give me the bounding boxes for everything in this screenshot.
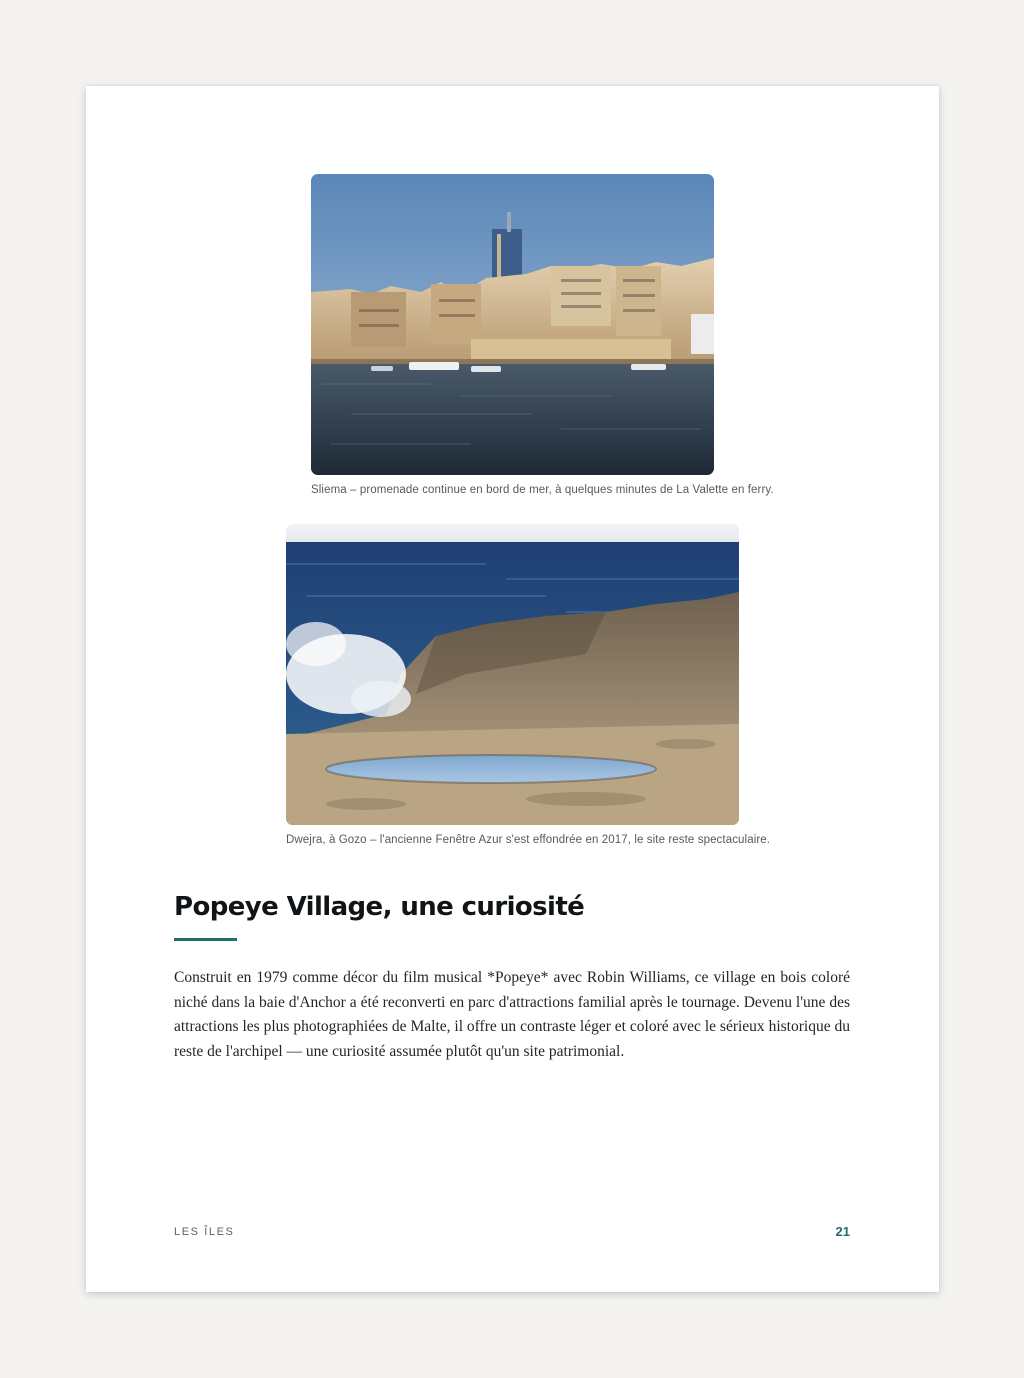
section-body: Construit en 1979 comme décor du film musical *Popeye* avec Robin Williams, ce village en bois coloré niché dans la baie d'Anchor a été reconverti en parc d'attractions familial après le tournage. Devenu l'une des attractions les plus photographiées de Malte, il offre un contraste léger et coloré avec le sérieux historique du reste de l'archipel — une curiosité assumée plutôt qu'un site patrimonial. xyxy=(174,969,850,1060)
sliema-waterfront-photo xyxy=(311,174,714,475)
dwejra-coast-photo xyxy=(286,524,739,825)
running-head: LES ÎLES xyxy=(174,1226,235,1238)
section-title: Popeye Village, une curiosité xyxy=(174,892,585,922)
page-number: 21 xyxy=(835,1224,850,1239)
figure-caption: Dwejra, à Gozo – l'ancienne Fenêtre Azur s'est effondrée en 2017, le site reste spectaculaire. xyxy=(286,834,771,846)
figure-caption: Sliema – promenade continue en bord de mer, à quelques minutes de La Valette en ferry. xyxy=(311,484,774,496)
title-underline xyxy=(174,938,237,941)
book-page xyxy=(86,86,939,1292)
